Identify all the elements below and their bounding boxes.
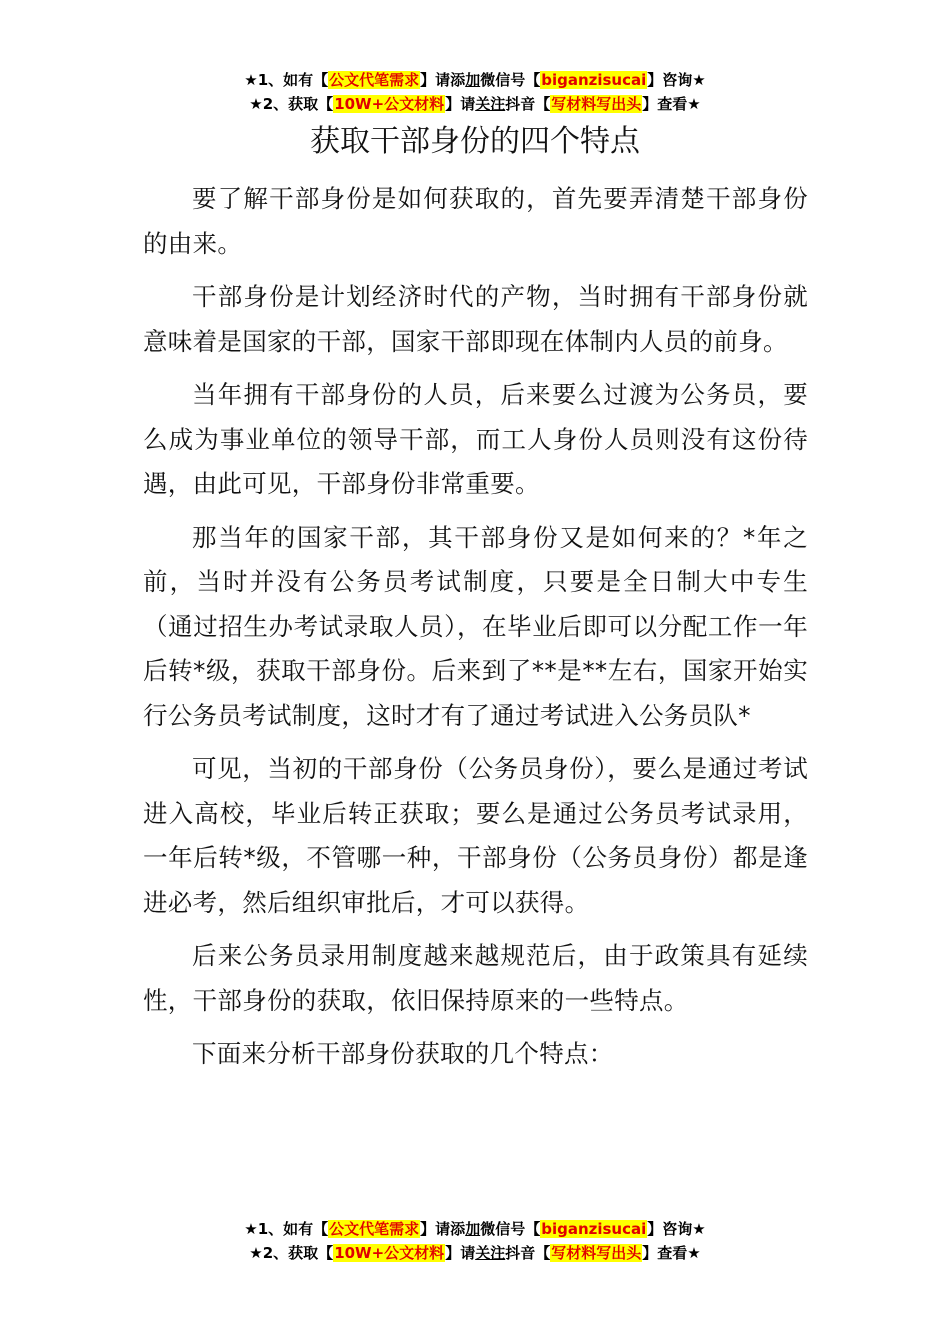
banner-highlight: 10W+公文材料 xyxy=(334,1244,445,1262)
banner-text: ★2、获取【 xyxy=(249,1244,334,1262)
banner-text: 抖音【 xyxy=(505,95,551,113)
paragraph: 当年拥有干部身份的人员，后来要么过渡为公务员，要么成为事业单位的领导干部，而工人身份人员则没有这份待遇，由此可见，干部身份非常重要。 xyxy=(143,380,808,498)
footer-banner xyxy=(0,1217,950,1265)
banner-highlight: 写材料写出头 xyxy=(551,1244,642,1262)
banner-text: 抖音【 xyxy=(505,1244,551,1262)
banner-text: 】请添 xyxy=(420,71,466,89)
banner-text: 】咨询★ xyxy=(647,1220,706,1238)
banner-underline: 加 xyxy=(465,71,481,89)
banner-text: 】请 xyxy=(445,1244,476,1262)
document-title: 获取干部身份的四个特点 xyxy=(310,124,640,159)
banner-highlight: 公文代笔需求 xyxy=(329,1220,420,1238)
banner-text: 微信号【 xyxy=(480,71,541,89)
banner-underline: 加 xyxy=(465,1220,481,1238)
banner-text: 】查看★ xyxy=(642,1244,701,1262)
banner-line-2 xyxy=(0,1241,950,1265)
banner-highlight: 10W+公文材料 xyxy=(334,95,445,113)
banner-highlight: biganzisucai xyxy=(541,71,647,89)
banner-text: ★2、获取【 xyxy=(249,95,334,113)
banner-text: 】请 xyxy=(445,95,476,113)
paragraph: 可见，当初的干部身份（公务员身份），要么是通过考试进入高校，毕业后转正获取；要么是通过公务员考试录用，一年后转*级，不管哪一种，干部身份（公务员身份）都是逢进必考，然后组织审批后，才可以获得。 xyxy=(143,754,808,917)
banner-underline: 关注 xyxy=(475,95,506,113)
banner-text: 】查看★ xyxy=(642,95,701,113)
banner-text: 】请添 xyxy=(420,1220,466,1238)
paragraph: 要了解干部身份是如何获取的，首先要弄清楚干部身份的由来。 xyxy=(143,184,808,258)
banner-underline: 关注 xyxy=(475,1244,506,1262)
banner-text: ★1、如有【 xyxy=(244,1220,329,1238)
paragraph: 下面来分析干部身份获取的几个特点： xyxy=(192,1039,614,1068)
paragraph: 后来公务员录用制度越来越规范后，由于政策具有延续性，干部身份的获取，依旧保持原来的一些特点。 xyxy=(143,941,808,1015)
banner-highlight: 写材料写出头 xyxy=(551,95,642,113)
banner-highlight: biganzisucai xyxy=(541,1220,647,1238)
banner-line-1 xyxy=(0,1217,950,1241)
banner-text: ★1、如有【 xyxy=(244,71,329,89)
document-body xyxy=(143,177,808,1086)
paragraph: 那当年的国家干部，其干部身份又是如何来的？*年之前，当时并没有公务员考试制度，只要是全日制大中专生（通过招生办考试录取人员），在毕业后即可以分配工作一年后转*级，获取干部身份。后来到了**是**左右，国家开始实行公务员考试制度，这时才有了通过考试进入公务员队* xyxy=(143,522,808,730)
banner-line-2 xyxy=(0,92,950,116)
banner-text: 】咨询★ xyxy=(647,71,706,89)
banner-highlight: 公文代笔需求 xyxy=(329,71,420,89)
paragraph: 干部身份是计划经济时代的产物，当时拥有干部身份就意味着是国家的干部，国家干部即现在体制内人员的前身。 xyxy=(143,282,808,356)
header-banner xyxy=(0,68,950,116)
banner-line-1 xyxy=(0,68,950,92)
banner-text: 微信号【 xyxy=(480,1220,541,1238)
